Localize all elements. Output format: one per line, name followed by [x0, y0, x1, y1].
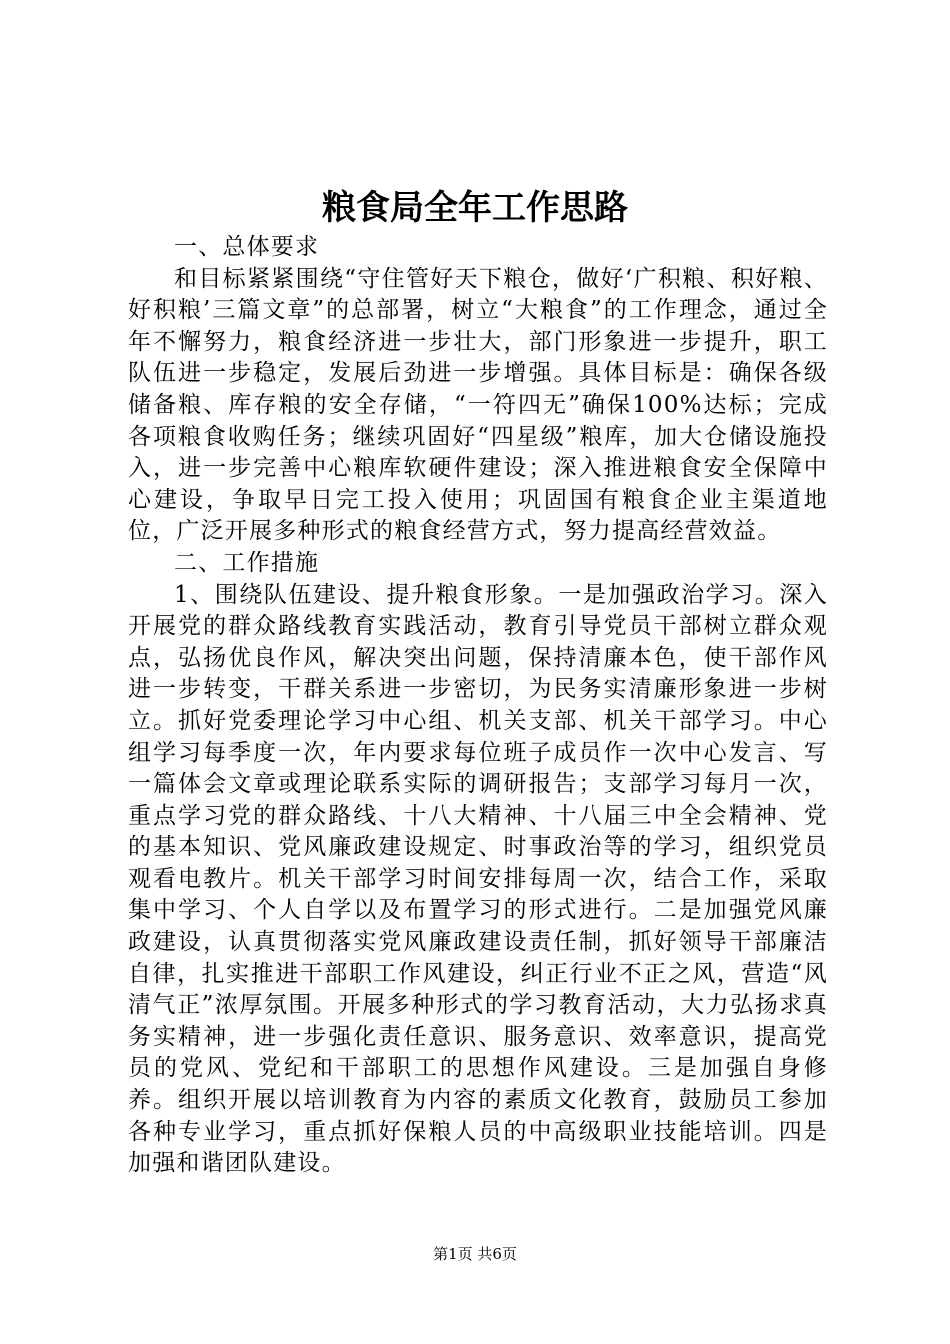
page-footer: 第1页 共6页 — [433, 1245, 517, 1263]
paragraph-general-requirements: 和目标紧紧围绕“守住管好天下粮仓，做好‘广积粮、积好粮、好积粮’三篇文章”的总部署，树立“大粮食”的工作理念，通过全年不懈努力，粮食经济进一步壮大，部门形象进一步提升，职工队伍进一步稳定，发展后劲进一步增强。具体目标是：确保各级储备粮、库存粮的安全存储，“一符四无”确保100%达标；完成各项粮食收购任务；继续巩固好“四星级”粮库，加大仓储设施投入，进一步完善中心粮库软硬件建设；深入推进粮食安全保障中心建设，争取早日完工投入使用；巩固国有粮食企业主渠道地位，广泛开展多种形式的粮食经营方式，努力提高经营效益。 — [128, 265, 828, 545]
paragraph-team-building: 1、围绕队伍建设、提升粮食形象。一是加强政治学习。深入开展党的群众路线教育实践活动，教育引导党员干部树立群众观点，弘扬优良作风，解决突出问题，保持清廉本色，使干部作风进一步转变，干群关系进一步密切，为民务实清廉形象进一步树立。抓好党委理论学习中心组、机关支部、机关干部学习。中心组学习每季度一次，年内要求每位班子成员作一次中心发言、写一篇体会文章或理论联系实际的调研报告；支部学习每月一次，重点学习党的群众路线、十八大精神、十八届三中全会精神、党的基本知识、党风廉政建设规定、时事政治等的学习，组织党员观看电教片。机关干部学习时间安排每周一次，结合工作，采取集中学习、个人自学以及布置学习的形式进行。二是加强党风廉政建设，认真贯彻落实党风廉政建设责任制，抓好领导干部廉洁自律，扎实推进干部职工作风建设，纠正行业不正之风，营造“风清气正”浓厚氛围。开展多种形式的学习教育活动，大力弘扬求真务实精神，进一步强化责任意识、服务意识、效率意识，提高党员的党风、党纪和干部职工的思想作风建设。三是加强自身修养。组织开展以培训教育为内容的素质文化教育，鼓励员工参加各种专业学习，重点抓好保粮人员的中高级职业技能培训。四是加强和谐团队建设。 — [128, 581, 828, 1177]
document-body — [128, 232, 828, 1180]
document-title: 粮食局全年工作思路 — [322, 188, 628, 228]
section-heading-general-requirements: 一、总体要求 — [174, 234, 320, 260]
section-heading-work-measures: 二、工作措施 — [174, 549, 320, 576]
